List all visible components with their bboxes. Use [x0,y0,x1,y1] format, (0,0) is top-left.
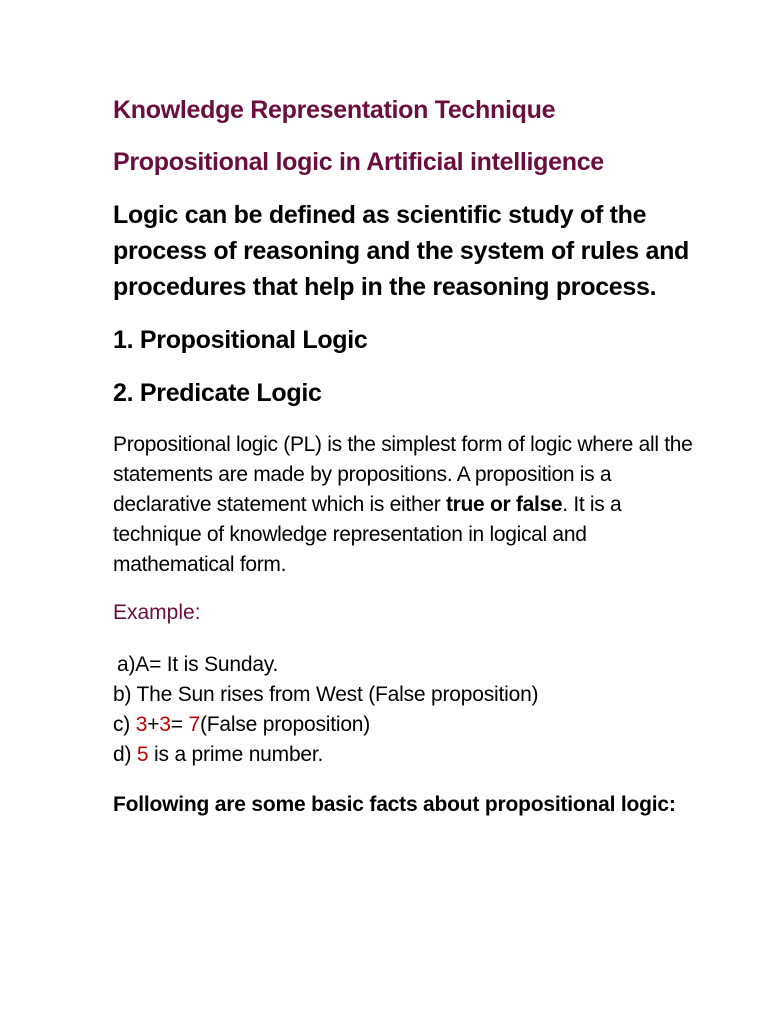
example-d-prefix: d) [113,743,137,766]
example-c-number-1: 3 [135,713,148,736]
definition-paragraph [113,430,713,580]
document-subtitle: Propositional logic in Artificial intelligence [113,148,604,176]
example-d-number: 5 [136,743,149,766]
document-title: Knowledge Representation Technique [113,96,556,124]
examples-list [113,650,768,770]
example-c-number-2: 3 [159,713,171,736]
list-item-predicate: 2. Predicate Logic [113,379,322,407]
example-a: a)A= It is Sunday. [117,653,279,676]
example-c-equals: = [170,713,189,736]
example-c-number-3: 7 [188,713,200,736]
example-c-prefix: c) [113,713,136,736]
example-d [113,740,768,770]
facts-heading: Following are some basic facts about propositional logic: [113,793,676,816]
example-c-plus: + [147,713,160,736]
definition-text-1: Propositional logic (PL) is the simplest form of logic where all the statements are made by propositions. A proposition is a declarative statement which is either [113,433,693,516]
definition-bold: true or false [445,493,563,516]
lead-paragraph: Logic can be defined as scientific study of the process of reasoning and the system of rules and procedures that help in the reasoning process. [113,201,690,301]
example-b: b) The Sun rises from West (False proposition) [113,683,539,706]
definition-text-2: . It is a technique of knowledge representation in logical and mathematical form. [113,493,622,576]
list-item-propositional: 1. Propositional Logic [113,326,368,354]
example-c-suffix: (False proposition) [199,713,371,736]
example-d-suffix: is a prime number. [148,743,324,766]
example-c [113,710,768,740]
example-label: Example: [113,601,201,624]
